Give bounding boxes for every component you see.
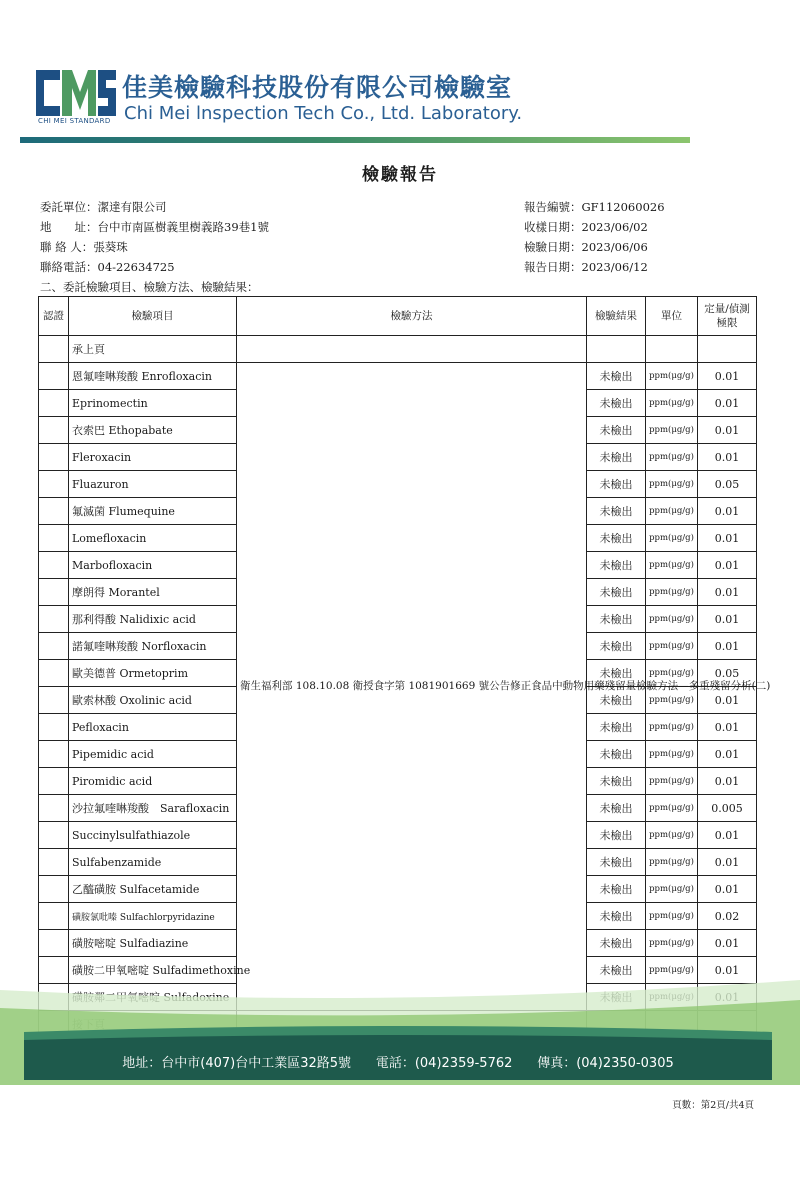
cert-cell — [39, 579, 69, 606]
cert-cell — [39, 363, 69, 390]
unit-value: ppm(μg/g) — [646, 444, 698, 471]
company-name-en: Chi Mei lnspection Tech Co., Ltd. Laboratory. — [124, 103, 523, 124]
result-value: 未檢出 — [587, 687, 646, 714]
header-method: 檢驗方法 — [237, 297, 587, 336]
unit-value: ppm(μg/g) — [646, 552, 698, 579]
limit-value: 0.01 — [698, 741, 757, 768]
report-title: 檢驗報告 — [362, 165, 438, 185]
cert-cell — [39, 336, 69, 363]
unit-value: ppm(μg/g) — [646, 741, 698, 768]
result-value: 未檢出 — [587, 417, 646, 444]
cert-cell — [39, 768, 69, 795]
company-name-zh: 佳美檢驗科技股份有限公司檢驗室 — [122, 73, 513, 102]
cert-cell — [39, 633, 69, 660]
unit-value: ppm(μg/g) — [646, 390, 698, 417]
cert-cell — [39, 444, 69, 471]
company-logo-icon — [36, 66, 116, 124]
limit-value: 0.02 — [698, 903, 757, 930]
limit-value: 0.01 — [698, 714, 757, 741]
footer-phone: 電話：(04)2359-5762 — [375, 1056, 513, 1071]
client-value: 潔達有限公司 — [97, 200, 167, 214]
logo-caption: CHI MEI STANDARD — [38, 117, 111, 125]
result-value: 未檢出 — [587, 768, 646, 795]
unit-value: ppm(μg/g) — [646, 471, 698, 498]
address-value: 台中市南區樹義里樹義路39巷1號 — [97, 220, 269, 234]
header-divider — [20, 137, 690, 143]
table-header-row — [39, 297, 757, 336]
table-row — [39, 363, 757, 390]
limit-value: 0.01 — [698, 444, 757, 471]
result-value: 未檢出 — [587, 606, 646, 633]
method-cell — [237, 336, 587, 363]
unit-value: ppm(μg/g) — [646, 930, 698, 957]
continued-from-text: 承上頁 — [69, 336, 237, 363]
result-value: 未檢出 — [587, 660, 646, 687]
limit-value: 0.01 — [698, 363, 757, 390]
client-label: 委託單位： — [40, 200, 98, 214]
item-name: 氟滅菌 Flumequine — [69, 498, 237, 525]
unit-value: ppm(μg/g) — [646, 957, 698, 984]
header-cert: 認證 — [39, 297, 69, 336]
report-no-row — [524, 199, 665, 215]
item-name: 磺胺氯吡嗪 Sulfachlorpyridazine — [69, 903, 237, 930]
item-name: Fleroxacin — [69, 444, 237, 471]
limit-value: 0.005 — [698, 795, 757, 822]
cert-cell — [39, 741, 69, 768]
item-name: 乙醯磺胺 Sulfacetamide — [69, 876, 237, 903]
item-name: Marbofloxacin — [69, 552, 237, 579]
item-name: 那利得酸 Nalidixic acid — [69, 606, 237, 633]
footer-fax: 傳真：(04)2350-0305 — [537, 1056, 674, 1071]
limit-value: 0.01 — [698, 849, 757, 876]
header-limit: 定量/偵測極限 — [698, 297, 757, 336]
item-name: Piromidic acid — [69, 768, 237, 795]
cert-cell — [39, 606, 69, 633]
limit-value: 0.01 — [698, 822, 757, 849]
received-date-row — [524, 219, 648, 235]
result-value: 未檢出 — [587, 363, 646, 390]
unit-value: ppm(μg/g) — [646, 579, 698, 606]
results-table — [38, 296, 771, 1038]
header-unit: 單位 — [646, 297, 698, 336]
unit-value: ppm(μg/g) — [646, 795, 698, 822]
unit-value: ppm(μg/g) — [646, 606, 698, 633]
method-text: 衛生福利部 108.10.08 衛授食字第 1081901669 號公告修正食品中動物用藥殘留量檢驗方法—多重殘留分析(二) — [237, 363, 587, 1011]
result-value: 未檢出 — [587, 525, 646, 552]
unit-value: ppm(μg/g) — [646, 687, 698, 714]
unit-value: ppm(μg/g) — [646, 903, 698, 930]
cert-cell — [39, 552, 69, 579]
test-date-label: 檢驗日期： — [524, 240, 582, 254]
cert-cell — [39, 417, 69, 444]
test-date-row — [524, 239, 648, 255]
limit-value: 0.01 — [698, 633, 757, 660]
result-value: 未檢出 — [587, 930, 646, 957]
unit-value: ppm(μg/g) — [646, 525, 698, 552]
limit-value: 0.01 — [698, 498, 757, 525]
result-value: 未檢出 — [587, 957, 646, 984]
unit-value: ppm(μg/g) — [646, 768, 698, 795]
item-name: 諾氟喹啉羧酸 Norfloxacin — [69, 633, 237, 660]
page-number: 頁數：第2頁/共4頁 — [672, 1100, 754, 1111]
unit-value: ppm(μg/g) — [646, 849, 698, 876]
report-date-label: 報告日期： — [524, 260, 582, 274]
received-date-value: 2023/06/02 — [581, 220, 648, 234]
result-value: 未檢出 — [587, 444, 646, 471]
cert-cell — [39, 390, 69, 417]
result-value: 未檢出 — [587, 471, 646, 498]
result-value: 未檢出 — [587, 795, 646, 822]
result-value: 未檢出 — [587, 876, 646, 903]
contact-row — [40, 239, 128, 255]
footer-address: 地址：台中市(407)台中工業區32路5號 — [122, 1056, 352, 1071]
item-name: Eprinomectin — [69, 390, 237, 417]
cert-cell — [39, 498, 69, 525]
header-result: 檢驗結果 — [587, 297, 646, 336]
address-label: 地 址： — [40, 220, 98, 234]
footer-contact — [24, 1052, 772, 1071]
unit-value: ppm(μg/g) — [646, 660, 698, 687]
result-value: 未檢出 — [587, 903, 646, 930]
cert-cell — [39, 660, 69, 687]
limit-value: 0.05 — [698, 471, 757, 498]
result-value: 未檢出 — [587, 390, 646, 417]
result-value: 未檢出 — [587, 552, 646, 579]
limit-value: 0.01 — [698, 390, 757, 417]
unit-value: ppm(μg/g) — [646, 876, 698, 903]
limit-value: 0.01 — [698, 957, 757, 984]
limit-value: 0.01 — [698, 525, 757, 552]
result-value: 未檢出 — [587, 849, 646, 876]
item-name: Pipemidic acid — [69, 741, 237, 768]
address-row — [40, 219, 269, 235]
cert-cell — [39, 525, 69, 552]
cert-cell — [39, 687, 69, 714]
cert-cell — [39, 903, 69, 930]
limit-value: 0.01 — [698, 876, 757, 903]
limit-value: 0.01 — [698, 552, 757, 579]
item-name: Sulfabenzamide — [69, 849, 237, 876]
contact-label: 聯 絡 人： — [40, 240, 94, 254]
result-value: 未檢出 — [587, 498, 646, 525]
unit-value: ppm(μg/g) — [646, 633, 698, 660]
cert-cell — [39, 849, 69, 876]
limit-value: 0.01 — [698, 930, 757, 957]
item-name: Lomefloxacin — [69, 525, 237, 552]
cert-cell — [39, 930, 69, 957]
result-value: 未檢出 — [587, 741, 646, 768]
cert-cell — [39, 714, 69, 741]
item-name: 摩朗得 Morantel — [69, 579, 237, 606]
received-date-label: 收樣日期： — [524, 220, 582, 234]
limit-value: 0.05 — [698, 660, 757, 687]
unit-value: ppm(μg/g) — [646, 714, 698, 741]
item-name: Pefloxacin — [69, 714, 237, 741]
continued-from-row — [39, 336, 757, 363]
phone-label: 聯絡電話： — [40, 260, 98, 274]
cert-cell — [39, 822, 69, 849]
result-value: 未檢出 — [587, 714, 646, 741]
result-value: 未檢出 — [587, 633, 646, 660]
item-name: 沙拉氟喹啉羧酸 Sarafloxacin — [69, 795, 237, 822]
section-title: 二、委託檢驗項目、檢驗方法、檢驗結果： — [40, 280, 259, 294]
item-name: 歐索林酸 Oxolinic acid — [69, 687, 237, 714]
item-name: 衣索巴 Ethopabate — [69, 417, 237, 444]
report-no-value: GF112060026 — [581, 200, 665, 214]
test-date-value: 2023/06/06 — [581, 240, 648, 254]
item-name: Fluazuron — [69, 471, 237, 498]
limit-value: 0.01 — [698, 579, 757, 606]
client-row — [40, 199, 167, 215]
cert-cell — [39, 876, 69, 903]
limit-value: 0.01 — [698, 606, 757, 633]
unit-value: ppm(μg/g) — [646, 363, 698, 390]
phone-value: 04-22634725 — [97, 260, 175, 274]
contact-value: 張葵珠 — [93, 240, 128, 254]
report-date-value: 2023/06/12 — [581, 260, 648, 274]
item-name: Succinylsulfathiazole — [69, 822, 237, 849]
limit-value: 0.01 — [698, 687, 757, 714]
unit-value: ppm(μg/g) — [646, 822, 698, 849]
limit-value: 0.01 — [698, 768, 757, 795]
item-name: 歐美德普 Ormetoprim — [69, 660, 237, 687]
result-value: 未檢出 — [587, 579, 646, 606]
cert-cell — [39, 795, 69, 822]
header-item: 檢驗項目 — [69, 297, 237, 336]
item-name: 磺胺二甲氧嘧啶 Sulfadimethoxine — [69, 957, 237, 984]
cert-cell — [39, 471, 69, 498]
item-name: 磺胺嘧啶 Sulfadiazine — [69, 930, 237, 957]
report-date-row — [524, 259, 648, 275]
unit-value: ppm(μg/g) — [646, 498, 698, 525]
item-name: 恩氟喹啉羧酸 Enrofloxacin — [69, 363, 237, 390]
report-no-label: 報告編號： — [524, 200, 582, 214]
limit-value: 0.01 — [698, 417, 757, 444]
unit-value: ppm(μg/g) — [646, 417, 698, 444]
phone-row — [40, 259, 175, 275]
result-value: 未檢出 — [587, 822, 646, 849]
